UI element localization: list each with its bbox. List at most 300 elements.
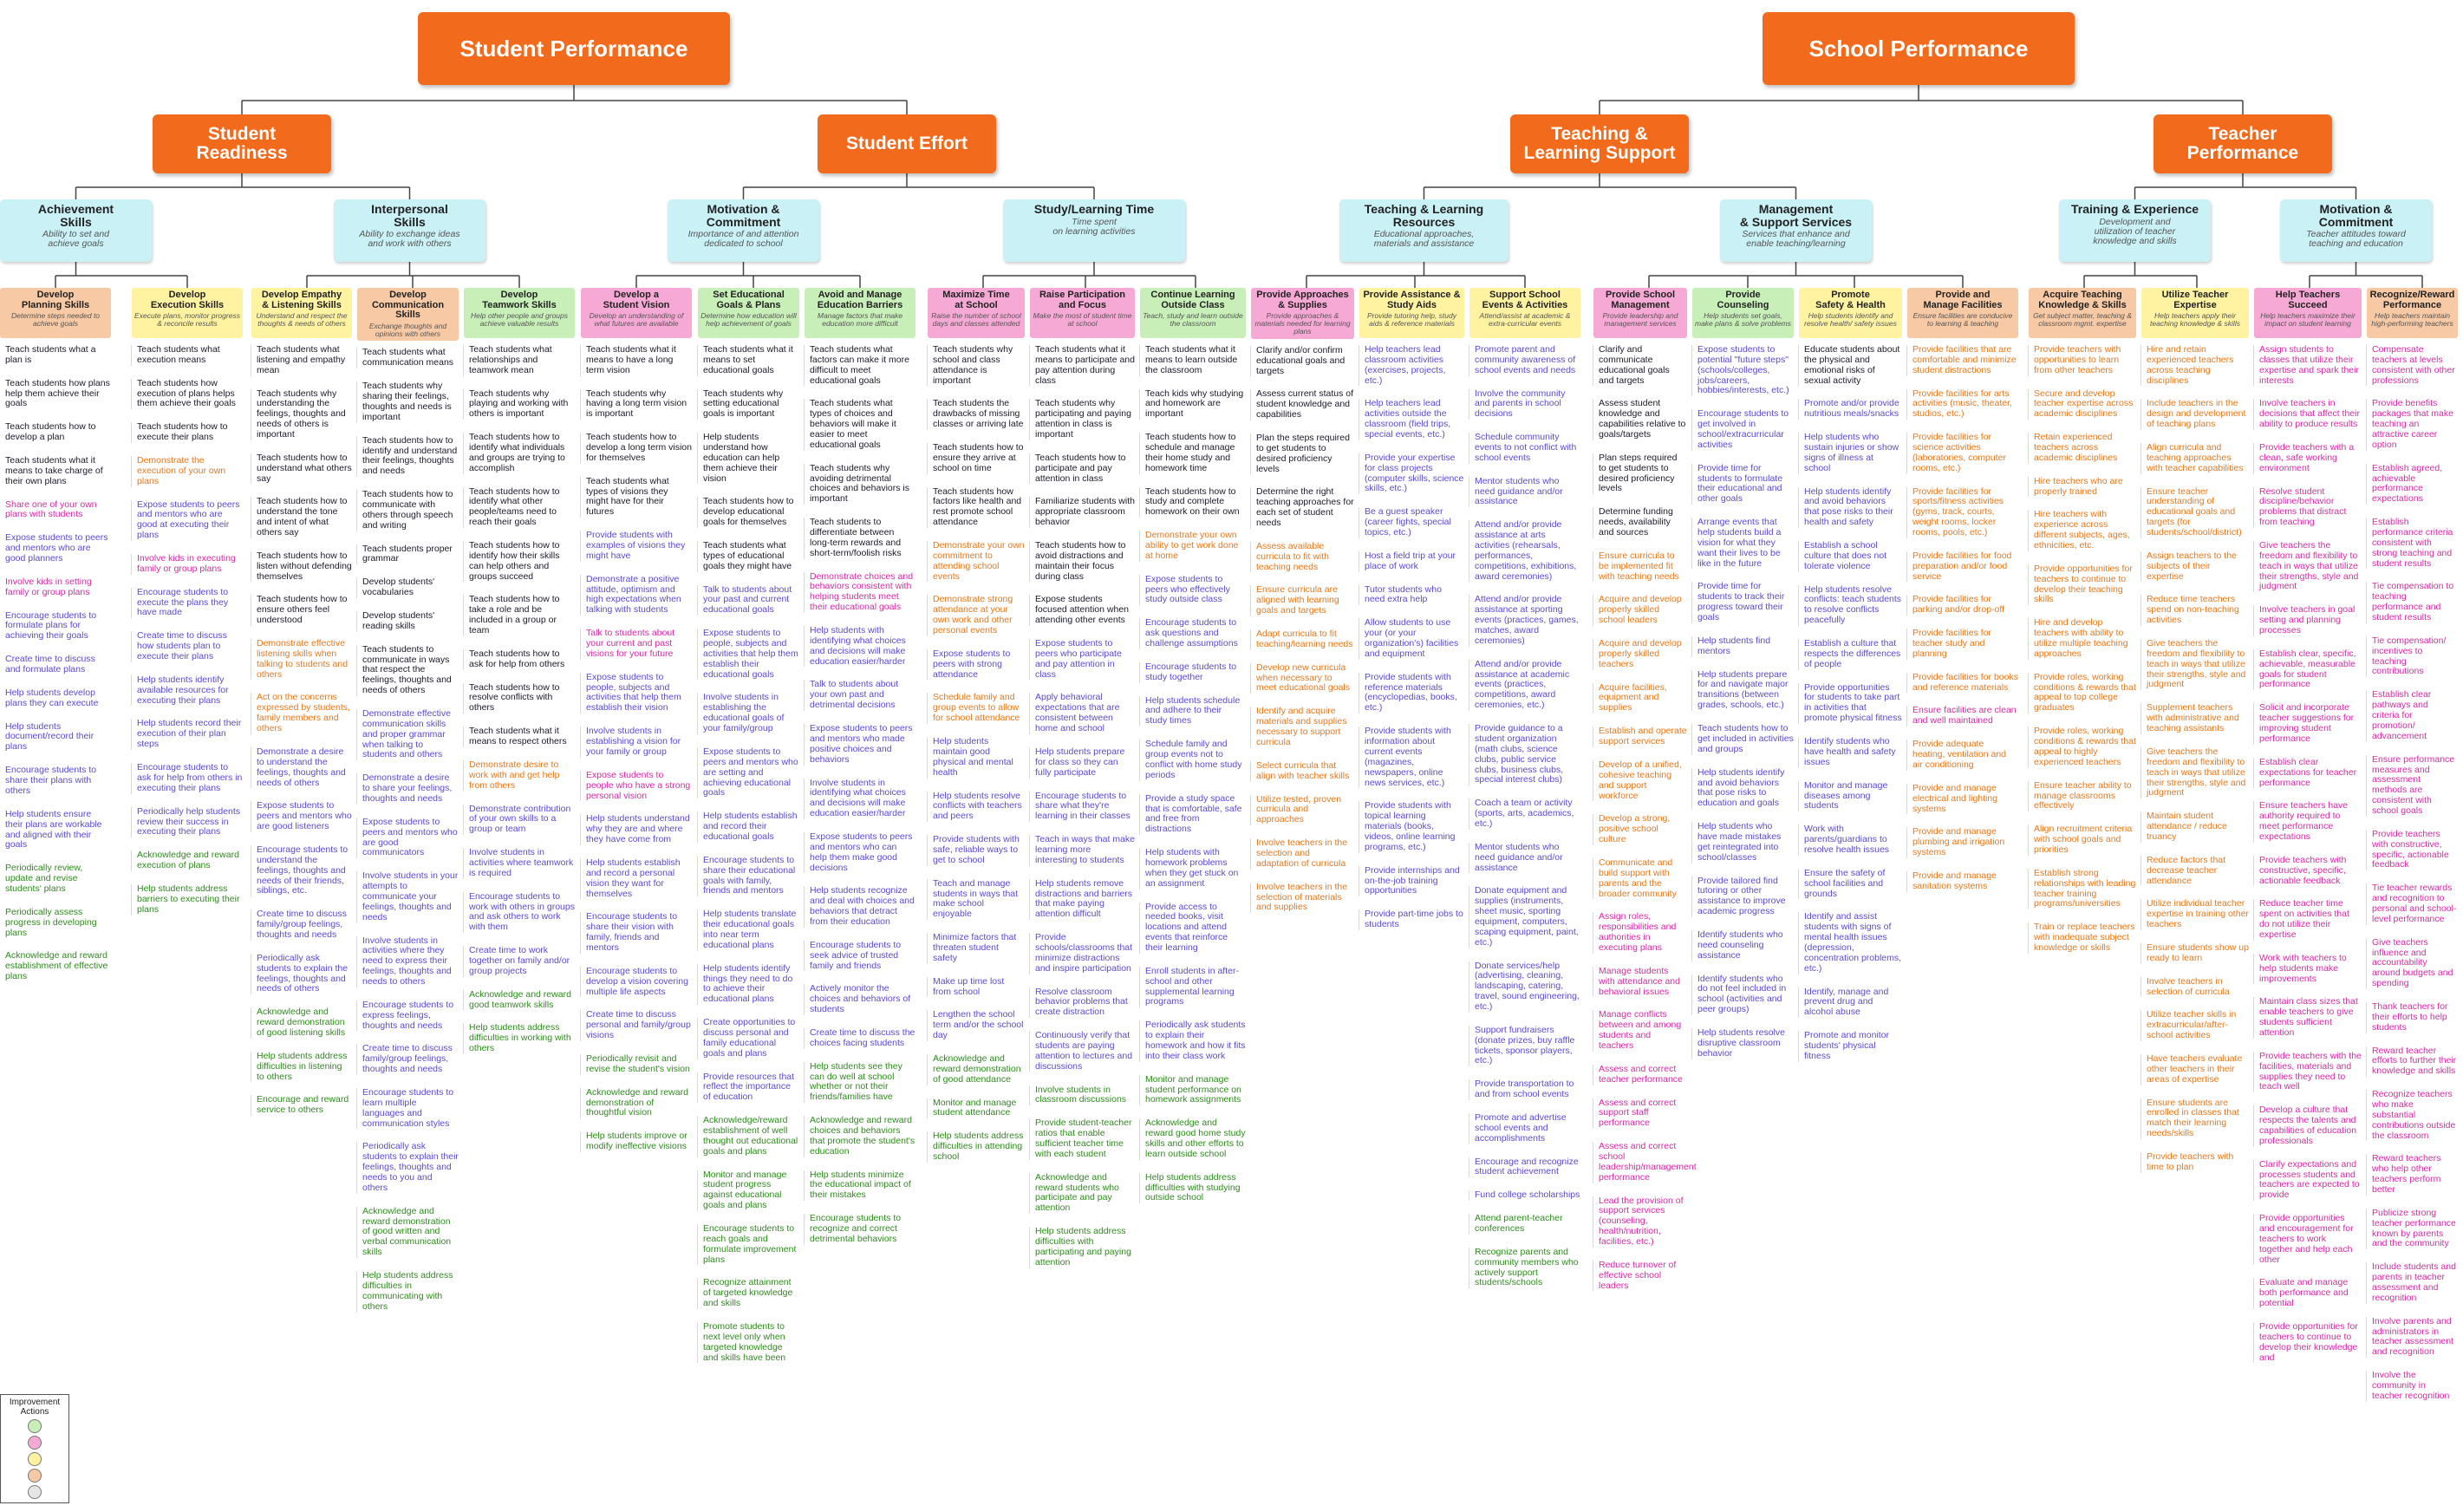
improvement-action: Provide teachers with the facilities, materials and supplies they need to teach well — [2259, 1050, 2362, 1092]
improvement-action: Clarify and/or confirm educational goals and targets — [1256, 346, 1354, 377]
improvement-action: Teach students how to avoid distractions and maintain their focus during class — [1035, 541, 1135, 582]
improvement-action: Apply behavioral expectations that are consistent between home and school — [1035, 693, 1135, 733]
improvement-action: Provide facilities for books and reference materials — [1912, 671, 2018, 693]
action-column-header — [132, 288, 243, 338]
action-column — [1251, 288, 1354, 926]
improvement-action: Periodically assess progress in developing plans — [5, 908, 111, 939]
improvement-action: Help students improve or modify ineffective visions — [586, 1131, 692, 1152]
improvement-action: Help students document/record their plans — [5, 722, 111, 753]
improvement-action: Select curricula that align with teacher skills — [1256, 761, 1354, 782]
action-column-header — [2367, 288, 2458, 338]
improvement-action: Encourage students to study together — [1145, 662, 1246, 683]
action-column-title: Avoid and Manage Education Barriers — [817, 290, 903, 310]
improvement-action: Encourage students to get involved in school/extracurricular activities — [1697, 409, 1794, 450]
action-column-title: Maximize Time at School — [942, 290, 1010, 310]
improvement-action: Teach students how to understand what others say — [257, 452, 352, 484]
action-column-header — [1359, 288, 1464, 338]
improvement-action: Reduce teacher time spent on activities that do not utilize their expertise — [2259, 899, 2362, 940]
improvement-action: Acquire facilities, equipment and supplies — [1599, 683, 1687, 714]
improvement-action: Involve students in your attempts to communicate your feelings, thoughts and needs — [362, 870, 459, 922]
action-column-description: Provide approaches & materials needed for learning plans — [1254, 311, 1351, 336]
improvement-action: Help students prepare for class so they can fully participate — [1035, 747, 1135, 779]
action-column-header — [805, 288, 915, 338]
improvement-action: Teach students why sharing their feelings, thoughts and needs is important — [362, 381, 459, 422]
improvement-action: Demonstrate your own commitment to attending school events — [933, 540, 1025, 582]
improvement-action: Clarify expectations and processes students and teachers are expected to provide — [2259, 1160, 2362, 1201]
improvement-action: Monitor and manage student progress against educational goals and plans — [703, 1170, 799, 1211]
improvement-action: Develop new curricula when necessary to meet educational goals — [1256, 663, 1354, 694]
improvement-action: Identify students who need counseling assistance — [1697, 930, 1794, 961]
improvement-action: Teach students how to identify what other people/teams need to reach their goals — [469, 487, 575, 528]
action-column — [0, 288, 111, 995]
improvement-action: Provide teachers with constructive, specific, actionable feedback — [2259, 856, 2362, 887]
action-column — [464, 288, 575, 1067]
improvement-action: Help students identify available resources for executing their plans — [137, 675, 243, 707]
improvement-action: Involve students in identifying what choices and decisions will make education easier/harder — [810, 779, 915, 819]
action-column-title: Provide School Management — [1605, 290, 1676, 310]
improvement-action: Help students resolve disruptive classroom behavior — [1697, 1028, 1794, 1059]
action-column — [1359, 288, 1464, 943]
improvement-action: Demonstrate a desire to understand the feelings, thoughts and needs of others — [257, 747, 352, 788]
action-column-description: Help students set goals, make plans & solve problems — [1694, 311, 1792, 329]
subcategory-description: Development and utilization of teacher knowledge and skills — [2093, 216, 2177, 246]
improvement-action: Encourage students to understand the feelings, thoughts and needs of their friends, siblings, etc. — [257, 845, 352, 896]
improvement-action: Encourage students to seek advice of trusted family and friends — [810, 941, 915, 972]
improvement-action: Encourage students to develop a vision covering multiple life aspects — [586, 967, 692, 998]
improvement-action: Teach students how to get included in activities and groups — [1697, 723, 1794, 754]
improvement-action: Acquire and develop properly skilled teachers — [1599, 639, 1687, 670]
improvement-action: Teach students what it means to respect others — [469, 727, 575, 747]
action-column — [1799, 288, 1902, 1075]
improvement-action: Establish strong relationships with leading teacher training programs/universities — [2034, 867, 2136, 909]
improvement-action: Enroll students in after-school and other supplemental learning programs — [1145, 967, 1246, 1007]
improvement-action: Manage students with attendance and behavioral issues — [1599, 967, 1687, 998]
improvement-action: Help students establish and record their educational goals — [703, 811, 799, 843]
improvement-action: Teach students how execution of plans helps them achieve their goals — [137, 379, 243, 410]
improvement-action: Teach students how to ask for help from others — [469, 649, 575, 670]
improvement-action: Assign roles, responsibilities and authorities in executing plans — [1599, 912, 1687, 953]
improvement-action: Make up time lost from school — [933, 977, 1025, 998]
improvement-action: Include teachers in the design and development of teaching plans — [2147, 399, 2249, 430]
improvement-action: Acknowledge/reward establishment of well thought out educational goals and plans — [703, 1115, 798, 1157]
improvement-action: Expose students to peers and mentors who can help them make good decisions — [810, 832, 915, 873]
subcategory-box — [0, 199, 152, 262]
improvement-action: Schedule family and group events to allow for school attendance — [933, 693, 1025, 724]
improvement-action: Help students recognize and deal with choices and behaviors that detract from their education — [810, 885, 915, 927]
improvement-action: Thank teachers for their efforts to help students — [2372, 1002, 2458, 1033]
teacher-performance-box: Teacher Performance — [2153, 114, 2332, 173]
improvement-action: Provide facilities for parking and/or drop-off — [1912, 595, 2018, 616]
improvement-action: Secure and develop teacher expertise across academic disciplines — [2034, 389, 2136, 420]
action-column-title: Promote Safety & Health — [1815, 290, 1886, 310]
action-column-title: Provide Counseling — [1717, 290, 1769, 310]
improvement-action: Help students identify things they need to do to achieve their educational plans — [703, 964, 799, 1005]
subcategory-title: Motivation & Commitment — [2318, 202, 2394, 229]
action-column-title: Recognize/Reward Performance — [2369, 290, 2455, 310]
improvement-action: Teach students what types of choices and behaviors will make it easier to meet educational goals — [810, 399, 915, 450]
improvement-action: Provide guidance to a student organization (math clubs, science clubs, public service clubs, business clubs, special interest clubs) — [1475, 724, 1580, 785]
action-column-header — [928, 288, 1025, 338]
action-column-header — [2141, 288, 2249, 338]
legend-color-dot — [28, 1419, 42, 1433]
improvement-action: Help teachers lead classroom activities (exercises, projects, etc.) — [1365, 345, 1464, 386]
improvement-action: Teach students to communicate in ways that respect the feelings, thoughts and needs of others — [362, 645, 459, 696]
action-column-title: Support School Events & Activities — [1482, 290, 1568, 310]
improvement-action: Donate services/help (advertising, cleaning, landscaping, catering, travel, sound engineering, etc.) — [1475, 960, 1580, 1012]
improvement-action: Give teachers the freedom and flexibility to teach in ways that utilize their strengths, style and judgment — [2259, 541, 2362, 592]
improvement-action: Encourage students to recognize and correct detrimental behaviors — [810, 1214, 915, 1245]
improvement-action: Establish a culture that respects the differences of people — [1804, 638, 1901, 669]
improvement-action: Assess current status of student knowledge and capabilities — [1256, 388, 1354, 420]
action-column-description: Get subject matter, teaching & classroom mgmt. expertise — [2033, 311, 2132, 329]
improvement-action: Demonstrate a desire to share your feelings, thoughts and needs — [362, 773, 459, 805]
improvement-action: Involve teachers in the selection and adaptation of curricula — [1256, 838, 1354, 870]
subcategory-box — [668, 199, 819, 262]
action-column-header — [1140, 288, 1246, 338]
improvement-action: Demonstrate your own ability to get work done at home — [1145, 531, 1246, 562]
improvement-action: Periodically review, update and revise students' plans — [5, 864, 111, 895]
improvement-action: Teach students how to identify and understand their feelings, thoughts and needs — [362, 434, 458, 477]
improvement-action: Supplement teachers with administrative and teaching assistants — [2147, 703, 2249, 734]
improvement-action: Provide and manage electrical and lighting systems — [1912, 784, 2018, 815]
improvement-action: Help students understand why they are and where they have come from — [586, 814, 692, 845]
improvement-action: Ensure teacher understanding of educational goals and targets (for students/school/district) — [2147, 487, 2249, 538]
improvement-action: Provide opportunities for teachers to continue to develop their knowledge and — [2259, 1322, 2362, 1363]
improvement-action: Allow students to use your (or your organization's) facilities and equipment — [1365, 618, 1464, 659]
improvement-action: Expose students to peers who participate and pay attention in class — [1035, 639, 1135, 680]
action-column — [2254, 288, 2362, 1376]
improvement-action: Establish performance criteria consistent with strong teaching and student results — [2372, 518, 2458, 569]
improvement-action: Tutor students who need extra help — [1365, 585, 1464, 606]
action-column — [2367, 288, 2458, 1415]
action-column-description: Determine steps needed to achieve goals — [10, 311, 101, 329]
improvement-action: Maintain student attendance / reduce truancy — [2147, 811, 2249, 843]
action-column-title: Continue Learning Outside Class — [1150, 290, 1235, 310]
action-column — [928, 288, 1025, 1176]
improvement-action: Acknowledge and reward students who participate and pay attention — [1035, 1173, 1135, 1214]
improvement-action: Tie compensation to teaching performance and student results — [2372, 582, 2458, 622]
action-column — [1030, 288, 1135, 1281]
improvement-action: Ensure facilities are clean and well maintained — [1912, 706, 2018, 727]
improvement-action: Acknowledge and reward demonstration of good listening skills — [257, 1007, 352, 1039]
improvement-action: Teach students what it means to learn outside the classroom — [1145, 345, 1246, 376]
improvement-action: Acknowledge and reward demonstration of good attendance — [933, 1054, 1025, 1085]
improvement-action: Help students address difficulties in attending school — [933, 1131, 1024, 1162]
improvement-action: Provide roles, working conditions & rewards that appeal to top college graduates — [2034, 671, 2136, 714]
improvement-action: Provide opportunities for teachers to continue to develop their teaching skills — [2034, 564, 2136, 605]
improvement-action: Reward teachers who help other teachers perform better — [2372, 1154, 2458, 1195]
improvement-action: Help students remove distractions and barriers that make paying attention difficult — [1035, 879, 1135, 920]
improvement-action: Provide facilities that are comfortable and minimize student distractions — [1912, 345, 2018, 376]
improvement-action: Recognize teachers who make substantial contributions outside the classroom — [2372, 1090, 2458, 1141]
improvement-action: Help students maintain good physical and mental health — [933, 737, 1025, 778]
action-column — [251, 288, 352, 1129]
action-column-title: Develop a Student Vision — [603, 290, 670, 310]
improvement-action: Create time to discuss family/group feelings, thoughts and needs — [362, 1044, 459, 1075]
action-column — [805, 288, 915, 1258]
improvement-action: Provide facilities for arts activities (music, theater, studios, etc.) — [1912, 389, 2018, 420]
action-column-description: Manage factors that make education more difficult — [817, 311, 903, 329]
improvement-action: Provide facilities for science activities (laboratories, computer rooms, etc.) — [1912, 433, 2018, 473]
improvement-action: Establish clear pathways and criteria for promotion/ advancement — [2372, 690, 2458, 741]
improvement-action: Involve students in activities where they need to express their feelings, thoughts and needs to others — [362, 936, 459, 987]
improvement-action: Expose students to peers with strong attendance — [933, 649, 1025, 681]
improvement-action: Create time to discuss how students plan to execute their plans — [137, 631, 243, 662]
improvement-action: Help students with identifying what choices and decisions will make education easier/harder — [810, 626, 915, 667]
action-column-description: Ensure facilities are conducive to learning & teaching — [1912, 311, 2013, 329]
improvement-action: Encourage students to ask for help from others in executing their plans — [137, 762, 243, 793]
improvement-action: Ensure teachers have authority required to meet performance expectations — [2259, 801, 2362, 842]
subcategory-title: Teaching & Learning Resources — [1364, 202, 1484, 229]
action-column-title: Set Educational Goals & Plans — [713, 290, 785, 310]
improvement-action: Attend and/or provide assistance at sporting events (practices, games, matches, award ceremonies) — [1475, 595, 1580, 646]
action-column-title: Develop Teamwork Skills — [482, 290, 557, 310]
improvement-action: Teach students what execution means — [137, 345, 243, 366]
improvement-action: Hire and retain experienced teachers across teaching disciplines — [2147, 345, 2249, 386]
improvement-action: Lead the provision of support services (counseling, health/nutrition, facilities, etc.) — [1599, 1196, 1687, 1248]
student-effort-box: Student Effort — [818, 114, 996, 173]
improvement-action: Encourage students to express feelings, thoughts and needs — [362, 1000, 459, 1032]
improvement-action: Teach students why school and class attendance is important — [933, 345, 1025, 386]
improvement-action: Arrange events that help students build a vision for what they want their lives to be like in the future — [1697, 518, 1794, 569]
improvement-action: Monitor and manage diseases among students — [1804, 781, 1902, 812]
improvement-action: Help students address difficulties with participating and paying attention — [1035, 1227, 1135, 1268]
improvement-action: Teach students why having a long term vision is important — [586, 389, 692, 420]
improvement-action: Teach students how to listen without defending themselves — [257, 550, 352, 582]
improvement-action: Solicit and incorporate teacher suggestions for improving student performance — [2259, 703, 2362, 744]
improvement-action: Create opportunities to discuss personal and family educational goals and plans — [703, 1018, 799, 1059]
improvement-action: Be a guest speaker (career fights, special topics, etc.) — [1365, 507, 1464, 538]
improvement-action: Encourage and recognize student achievement — [1475, 1157, 1580, 1178]
improvement-action: Establish clear expectations for teacher performance — [2259, 758, 2362, 789]
improvement-action: Identify and acquire materials and supplies necessary to support curricula — [1256, 707, 1354, 747]
improvement-action: Talk to students about your past and current educational goals — [703, 585, 799, 616]
improvement-action: Provide facilities for sports/fitness activities (gyms, track, courts, weight rooms, locker rooms, pools, etc.) — [1912, 487, 2018, 538]
improvement-action: Help students record their execution of their plan steps — [137, 718, 242, 750]
improvement-action: Schedule family and group events not to conflict with home study periods — [1145, 740, 1246, 780]
improvement-action: Teach students what it means to set educational goals — [703, 345, 799, 376]
improvement-action: Demonstrate choices and behaviors consistent with helping students meet their educational goals — [810, 572, 915, 613]
improvement-action: Provide a study space that is comfortable, safe and free from distractions — [1145, 794, 1246, 835]
improvement-action: Provide resources that reflect the importance of education — [703, 1072, 799, 1104]
improvement-action: Teach students how to identify what individuals and groups are trying to accomplish — [469, 433, 575, 473]
improvement-action: Teach students how to take a role and be included in a group or team — [469, 595, 575, 635]
improvement-action: Clarify and communicate educational goals and targets — [1599, 345, 1687, 386]
improvement-action: Work with parents/guardians to resolve health issues — [1804, 824, 1902, 856]
improvement-action: Utilize teacher skills in extracurricular/after-school activities — [2147, 1010, 2249, 1041]
improvement-action: Include students and parents in teacher assessment and recognition — [2372, 1262, 2458, 1303]
improvement-action: Provide roles, working conditions & rewards that appeal to highly experienced teachers — [2034, 726, 2136, 767]
action-column-title: Develop Execution Skills — [150, 290, 225, 310]
improvement-action: Provide adequate heating, ventilation and air conditioning — [1912, 740, 2018, 771]
improvement-action: Expose students to potential "future steps" (schools/colleges, jobs/careers, hobbies/interests, etc.) — [1697, 345, 1794, 396]
action-column-header — [251, 288, 352, 338]
improvement-action: Help students who sustain injuries or show signs of illness at school — [1804, 433, 1902, 473]
improvement-action: Establish a school culture that does not tolerate violence — [1804, 541, 1902, 572]
improvement-action: Identify students who have health and safety issues — [1804, 737, 1902, 768]
action-column — [1692, 288, 1794, 1072]
improvement-action: Help students ensure their plans are workable and aligned with their goals — [5, 810, 111, 850]
improvement-action: Hire teachers with experience across different subjects, ages, ethnicities, etc. — [2034, 510, 2136, 551]
improvement-action: Ensure students show up ready to learn — [2147, 942, 2249, 963]
improvement-action: Teach students what listening and empathy mean — [257, 345, 352, 376]
improvement-action: Reduce time teachers spend on non-teaching activities — [2147, 595, 2249, 626]
improvement-action: Help students resolve conflicts with teachers and peers — [933, 792, 1025, 823]
improvement-action: Give teachers the freedom and flexibility to teach in ways that utilize their strengths, style and judgment — [2147, 747, 2249, 798]
action-column-title: Utilize Teacher Expertise — [2161, 290, 2229, 310]
improvement-action: Expose students to people, subjects and activities that help them establish their educational goals — [703, 628, 798, 680]
improvement-action: Teach students how to identify how their skills can help others and groups succeed — [469, 541, 575, 582]
improvement-action: Reduce turnover of effective school leaders — [1599, 1261, 1687, 1292]
improvement-action: Adapt curricula to fit teaching/learning needs — [1256, 629, 1353, 649]
action-column-header — [1251, 288, 1354, 339]
improvement-action: Provide teachers with constructive, specific, actionable feedback — [2372, 830, 2458, 870]
improvement-action: Teach students what it means to participate and pay attention during class — [1035, 344, 1135, 386]
improvement-action: Give teachers the freedom and flexibility to teach in ways that utilize their strengths, style and judgment — [2147, 639, 2249, 690]
action-column-description: Teach, study and learn outside the classroom — [1143, 311, 1243, 329]
improvement-action: Mentor students who need guidance and/or assistance — [1475, 477, 1580, 508]
improvement-action: Provide transportation to and from school events — [1475, 1079, 1580, 1100]
improvement-action: Assess and correct teacher performance — [1599, 1065, 1687, 1085]
improvement-action: Provide students with examples of visions they might have — [586, 531, 692, 562]
subcategory-title: Management & Support Services — [1739, 202, 1853, 229]
improvement-action: Establish clear, specific, achievable, measurable goals for student performance — [2259, 649, 2362, 690]
action-column-header — [1692, 288, 1794, 338]
improvement-action: Help students address difficulties in working with others — [469, 1023, 575, 1054]
subcategory-title: Training & Experience — [2070, 202, 2199, 216]
improvement-action: Teach kids why studying and homework are important — [1145, 389, 1246, 420]
subcategory-description: Teacher attitudes toward teaching and education — [2306, 229, 2406, 250]
subcategory-box — [1339, 199, 1508, 262]
improvement-action: Help students identify and avoid behaviors that pose risks to their health and safety — [1804, 487, 1902, 528]
improvement-action: Help students address difficulties with studying outside school — [1145, 1173, 1246, 1204]
improvement-action: Involve teachers in goal setting and planning processes — [2259, 605, 2362, 636]
improvement-action: Provide access to needed books, visit locations and attend events that reinforce their learning — [1145, 903, 1246, 954]
improvement-action: Resolve student discipline/behavior problems that distract from teaching — [2259, 487, 2362, 528]
improvement-action: Provide student-teacher ratios that enable sufficient teacher time with each student — [1035, 1118, 1135, 1159]
improvement-action: Encourage students to reach goals and formulate improvement plans — [703, 1224, 799, 1265]
action-column-description: Help students identify and resolve health/ safety issues — [1804, 311, 1897, 329]
improvement-action: Create time to work together on family and/or group projects — [469, 946, 575, 977]
improvement-action: Periodically ask students to explain their feelings, thoughts and needs to you and others — [362, 1141, 459, 1193]
improvement-action: Evaluate and manage both performance and potential — [2259, 1278, 2362, 1309]
improvement-action: Provide and manage plumbing and irrigation systems — [1912, 827, 2018, 858]
improvement-action: Encourage students to work with others in groups and ask others to work with them — [469, 890, 575, 933]
improvement-action: Encourage and reward service to others — [257, 1095, 352, 1116]
improvement-action: Provide time for students to track their progress toward their goals — [1697, 582, 1794, 622]
improvement-action: Assess student knowledge and capabilities relative to goals/targets — [1599, 398, 1686, 440]
improvement-action: Teach students to differentiate between long-term rewards and short-term/foolish risks — [810, 518, 915, 558]
improvement-action: Compensate teachers at levels consistent with other professions — [2372, 345, 2458, 386]
subcategory-title: Achievement Skills — [37, 202, 114, 229]
improvement-action: Expose students to people, subjects and activities that help them establish their vision — [586, 673, 692, 714]
action-column-header — [2254, 288, 2362, 338]
improvement-action: Continuously verify that students are paying attention to lectures and discussions — [1035, 1031, 1135, 1072]
improvement-action: Work with teachers to help students make improvements — [2259, 954, 2362, 985]
improvement-action: Ensure performance measures and assessment methods are consistent with school goals — [2372, 755, 2458, 817]
improvement-action: Align curricula and teaching approaches with teacher capabilities — [2147, 443, 2249, 474]
action-column-title: Develop Communication Skills — [371, 290, 445, 321]
subcategory-box — [1720, 199, 1872, 262]
improvement-action: Maintain class sizes that enable teachers to give students sufficient attention — [2259, 997, 2362, 1038]
improvement-action: Assess and correct support staff performance — [1599, 1098, 1687, 1130]
school-performance-box: School Performance — [1763, 12, 2075, 85]
improvement-action: Provide teachers with time to plan — [2147, 1152, 2249, 1173]
improvement-action: Involve kids in executing family or group plans — [137, 554, 243, 575]
improvement-action: Promote parent and community awareness of school events and needs — [1475, 345, 1580, 376]
improvement-action: Recognize attainment of targeted knowledge and skills — [703, 1278, 799, 1309]
improvement-action: Provide opportunities for students to take part in activities that promote physical fitness — [1804, 681, 1902, 724]
improvement-action: Involve the community and parents in school decisions — [1475, 389, 1580, 420]
improvement-action: Assign students to classes that utilize their expertise and spark their interests — [2259, 345, 2362, 386]
improvement-action: Encourage students to share their vision with family, friends and mentors — [586, 912, 692, 953]
improvement-action: Act on the concerns expressed by students, family members and others — [257, 693, 352, 733]
teaching-support-box: Teaching & Learning Support — [1510, 114, 1689, 173]
improvement-action: Help students translate their educational goals into near term educational plans — [703, 909, 799, 950]
improvement-action: Establish agreed, achievable performance expectations — [2372, 464, 2458, 505]
improvement-action: Plan the steps required to get students to desired proficiency levels — [1256, 433, 1354, 474]
subcategory-description: Ability to set and achieve goals — [42, 229, 110, 250]
improvement-action: Demonstrate a positive attitude, optimism and high expectations when talking with students — [586, 575, 692, 616]
improvement-action: Teach students how to study and complete homework on their own — [1145, 487, 1246, 518]
improvement-action: Develop of a unified, cohesive teaching and support workforce — [1599, 760, 1687, 801]
improvement-action: Assign teachers to the subjects of their expertise — [2147, 551, 2249, 583]
improvement-action: Schedule community events to not conflict with school events — [1475, 433, 1580, 464]
student-performance-box: Student Performance — [418, 12, 730, 85]
improvement-action: Demonstrate contribution of your own skills to a group or team — [469, 805, 575, 836]
subcategory-title: Study/Learning Time — [1033, 202, 1155, 216]
subcategory-box — [2280, 199, 2432, 262]
improvement-action: Acknowledge and reward demonstration of good written and verbal communication skills — [362, 1207, 459, 1258]
improvement-action: Involve teachers in selection of curricula — [2147, 977, 2249, 998]
improvement-action: Expose students to peers and mentors who are good planners — [5, 533, 111, 564]
improvement-action: Periodically revisit and revise the student's vision — [586, 1054, 692, 1075]
improvement-action: Teach students what factors can make it more difficult to meet educational goals — [810, 345, 915, 386]
improvement-action: Demonstrate effective listening skills when talking to students and others — [257, 639, 352, 680]
action-column-title: Raise Participation and Focus — [1039, 290, 1126, 310]
improvement-action: Attend parent-teacher conferences — [1475, 1214, 1580, 1235]
action-column — [2029, 288, 2136, 967]
improvement-action: Promote students to next level only when targeted knowledge and skills have been — [703, 1322, 799, 1363]
improvement-action: Periodically help students review their success in executing their plans — [137, 807, 243, 838]
improvement-action: Teach students proper grammar — [362, 544, 459, 565]
improvement-action: Teach students how to ensure others feel understood — [257, 595, 352, 626]
improvement-action: Involve students in activities where teamwork is required — [469, 847, 574, 878]
improvement-action: Provide time for students to formulate their educational and other goals — [1697, 464, 1794, 505]
improvement-action: Create time to discuss family/group feelings, thoughts and needs — [257, 909, 352, 941]
action-column — [357, 288, 459, 1326]
improvement-action: Involve students in establishing a vision for your family or group — [586, 727, 692, 758]
improvement-action: Help students minimize the educational impact of their mistakes — [810, 1170, 915, 1202]
improvement-action: Teach students the drawbacks of missing classes or arriving late — [933, 398, 1024, 430]
improvement-action: Expose students to peers and mentors who are good listeners — [257, 800, 352, 832]
student-readiness-box: Student Readiness — [153, 114, 331, 173]
improvement-action: Utilize individual teacher expertise in training other teachers — [2147, 898, 2249, 930]
improvement-action: Involve students in classroom discussions — [1035, 1085, 1135, 1106]
improvement-action: Teach students how to execute their plans — [137, 422, 243, 443]
improvement-action: Plan steps required to get students to desired proficiency levels — [1599, 453, 1687, 494]
action-column-description: Make the most of student time at school — [1033, 311, 1132, 329]
improvement-action: Teach students what types of educational goals they might have — [703, 541, 799, 572]
improvement-action: Talk to students about your own past and detrimental decisions — [810, 680, 915, 711]
action-column-description: Develop an understanding of what futures are available — [589, 311, 684, 329]
improvement-action: Provide and manage sanitation systems — [1912, 871, 2018, 892]
improvement-action: Actively monitor the choices and behaviors of students — [810, 984, 915, 1015]
improvement-action: Assess available curricula to fit with teaching needs — [1256, 542, 1354, 573]
improvement-action: Help teachers lead activities outside the classroom (field trips, special events, etc.) — [1365, 399, 1464, 440]
action-column-header — [1469, 288, 1580, 338]
improvement-action: Identify and assist students with signs of mental health issues (depression, concentration problems, etc.) — [1804, 911, 1902, 974]
